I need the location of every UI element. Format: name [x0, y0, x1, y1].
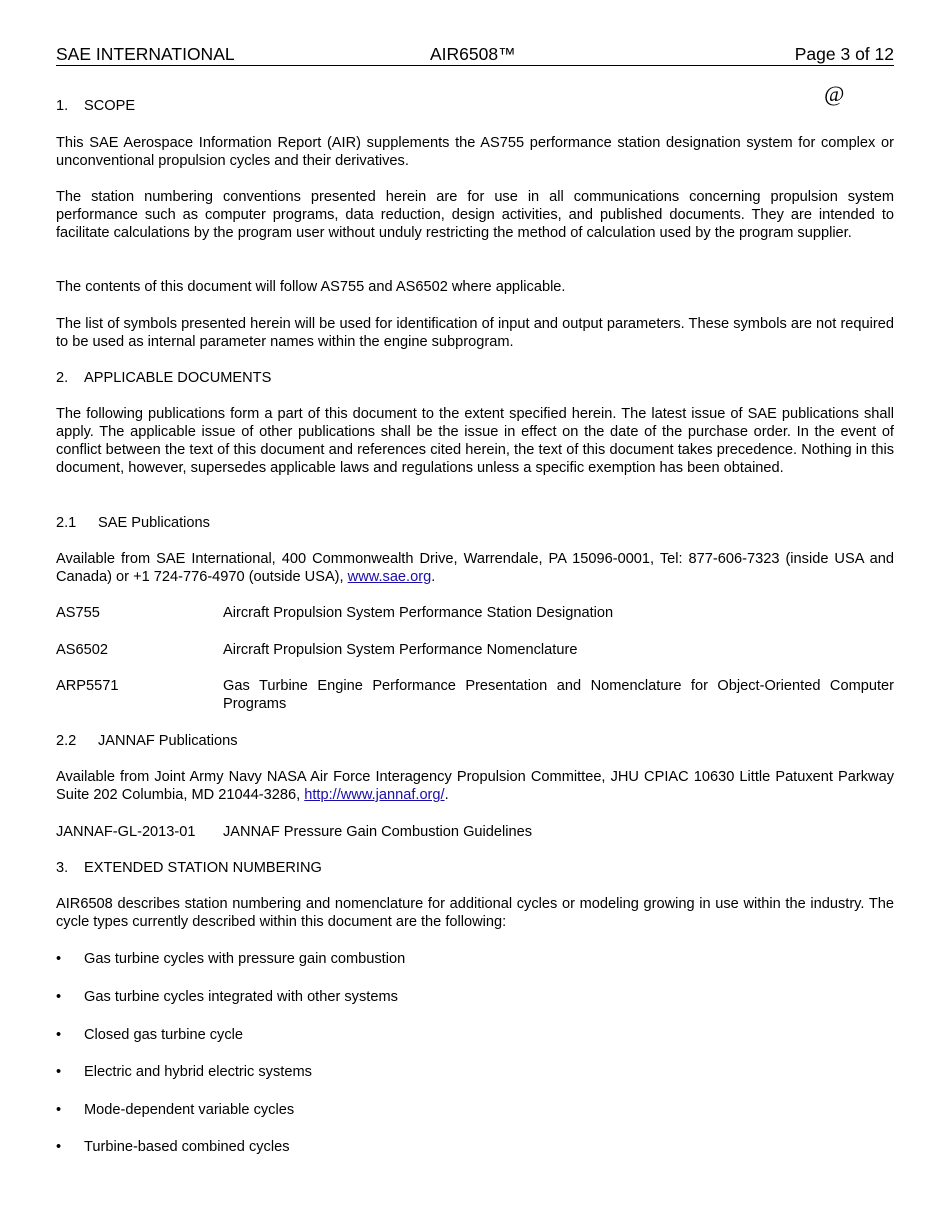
applicable-paragraph: The following publications form a part of this document to the extent specified herein. The latest issue of SAE publications shall apply. The applicable issue of other publications shall be the issue in effect on the date of the purchase order. In the event of conflict between the text of this document and references cited herein, the text of this document takes precedence. Nothing in this document, however, supersedes applicable laws and regulations unless a specific exemption has been obtained.	[56, 406, 894, 476]
scope-paragraph-1: This SAE Aerospace Information Report (AIR) supplements the AS755 performance station designation system for complex or unconventional propulsion cycles and their derivatives.	[56, 135, 894, 169]
list-item	[56, 1101, 894, 1119]
sae-availability: Available from SAE International, 400 Commonwealth Drive, Warrendale, PA 15096-0001, Tel: 877-606-7323 (inside USA and Canada) or +1 724-776-4970 (outside USA), www.sae.org.	[56, 551, 894, 585]
reference-code: ARP5571	[56, 678, 119, 694]
extended-paragraph: AIR6508 describes station numbering and nomenclature for additional cycles or modeling growing in use within the industry. The cycle types currently described within this document are the following:	[56, 896, 894, 930]
sae-website-link[interactable]: www.sae.org	[347, 569, 432, 585]
list-item	[56, 988, 894, 1006]
subsection-heading-jannaf: 2.2 JANNAF Publications	[56, 733, 238, 749]
reference-code: AS6502	[56, 642, 108, 658]
header-page-number: Page 3 of 12	[794, 44, 894, 64]
at-mark: @	[824, 81, 845, 106]
list-item	[56, 1138, 894, 1156]
list-item	[56, 950, 894, 968]
reference-title: Aircraft Propulsion System Performance Nomenclature	[223, 642, 578, 658]
list-item	[56, 1063, 894, 1081]
list-item-text: Gas turbine cycles with pressure gain combustion	[84, 951, 406, 967]
bullet: •	[56, 989, 62, 1005]
section-heading-scope: 1. SCOPE	[56, 98, 136, 114]
bullet: •	[56, 1102, 62, 1118]
reference-title: Gas Turbine Engine Performance Presentation and Nomenclature for Object-Oriented Computer Programs	[223, 678, 894, 712]
reference-row	[56, 604, 894, 622]
list-item-text: Gas turbine cycles integrated with other systems	[84, 989, 398, 1005]
bullet: •	[56, 1027, 62, 1043]
jannaf-availability: Available from Joint Army Navy NASA Air Force Interagency Propulsion Committee, JHU CPIAC 10630 Little Patuxent Parkway Suite 202 Columbia, MD 21044-3286, http://www.jannaf.org/.	[56, 769, 894, 803]
reference-code: JANNAF-GL-2013-01	[56, 824, 196, 840]
bullet: •	[56, 1064, 62, 1080]
section-heading-applicable: 2. APPLICABLE DOCUMENTS	[56, 370, 272, 386]
list-item-text: Turbine-based combined cycles	[84, 1139, 290, 1155]
header-doc-id: AIR6508™	[430, 44, 516, 64]
reference-title: JANNAF Pressure Gain Combustion Guidelines	[223, 824, 533, 840]
reference-row	[56, 641, 894, 659]
reference-row	[56, 823, 894, 841]
list-item-text: Mode-dependent variable cycles	[84, 1102, 295, 1118]
section-heading-extended: 3. EXTENDED STATION NUMBERING	[56, 860, 322, 876]
jannaf-website-link[interactable]: http://www.jannaf.org/	[304, 787, 445, 803]
reference-row	[56, 677, 894, 713]
page-header	[56, 44, 894, 66]
list-item-text: Electric and hybrid electric systems	[84, 1064, 312, 1080]
bullet: •	[56, 951, 62, 967]
header-org: SAE INTERNATIONAL	[56, 44, 235, 64]
list-item	[56, 1026, 894, 1044]
scope-paragraph-3: The contents of this document will follow AS755 and AS6502 where applicable.	[56, 279, 566, 295]
reference-code: AS755	[56, 605, 100, 621]
scope-paragraph-4: The list of symbols presented herein will be used for identification of input and output parameters. These symbols are not required to be used as internal parameter names within the engine subprogram.	[56, 316, 894, 350]
subsection-heading-sae: 2.1 SAE Publications	[56, 515, 210, 531]
list-item-text: Closed gas turbine cycle	[84, 1027, 243, 1043]
bullet: •	[56, 1139, 62, 1155]
reference-title: Aircraft Propulsion System Performance Station Designation	[223, 605, 614, 621]
scope-paragraph-2: The station numbering conventions presented herein are for use in all communications concerning propulsion system performance such as computer programs, data reduction, design activities, and published documents. They are intended to facilitate calculations by the program user without unduly restricting the method of calculation used by the program supplier.	[56, 189, 894, 241]
